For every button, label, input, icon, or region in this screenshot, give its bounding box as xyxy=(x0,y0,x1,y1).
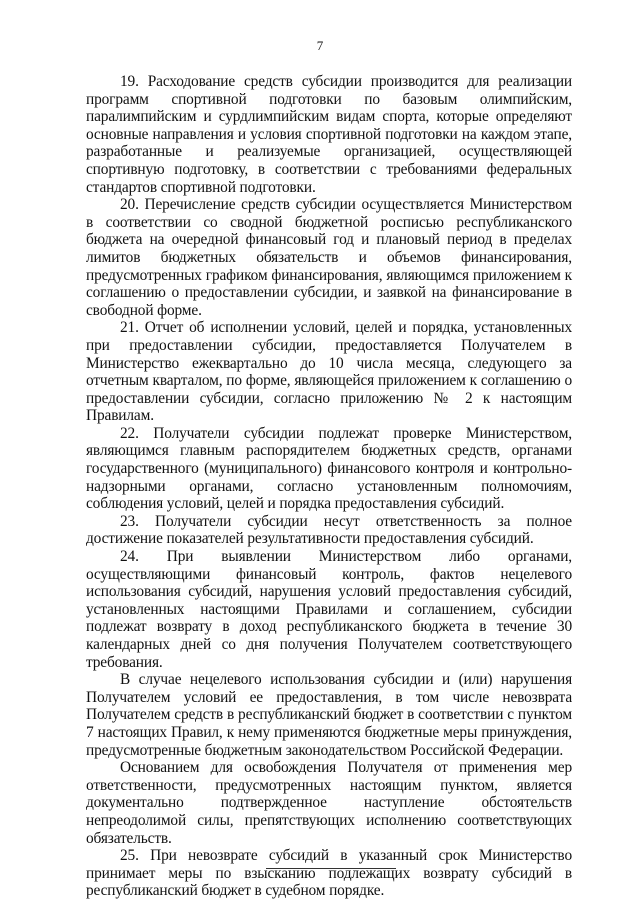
paragraph-24-violation: В случае нецелевого использования субсидии и (или) нарушения Получателем условий ее предоставления, в том числе невозврата Получателем средств в республиканский бюджет в соответствии с пунктом 7 настоящих Правил, к нему применяются бюджетные меры принуждения, предусмотренные бюджетным законодательством Российской Федерации. xyxy=(86,671,572,759)
paragraph-22: 22. Получатели субсидии подлежат проверке Министерством, являющимся главным распорядителем бюджетных средств, органами государственного (муниципального) финансового контроля и контрольно-надзорными органами, согласно установленным полномочиям, соблюдения условий, целей и порядка предоставления субсидий. xyxy=(86,424,572,513)
page-number: 7 xyxy=(316,38,324,53)
document-body xyxy=(86,73,572,900)
paragraph-25: 25. При невозврате субсидий в указанный срок Министерство принимает меры по взысканию подлежащих возврату субсидий в республиканский бюджет в судебном порядке. xyxy=(86,847,572,900)
paragraph-21: 21. Отчет об исполнении условий, целей и порядка, установленных при предоставлении субсидии, предоставляется Получателем в Министерство ежеквартально до 10 числа месяца, следующего за отчетным кварталом, по форме, являющейся приложением к соглашению о предоставлении субсидии, согласно приложению № 2 к настоящим Правилам. xyxy=(86,319,572,425)
paragraph-23: 23. Получатели субсидии несут ответственность за полное достижение показателей результативности предоставления субсидий. xyxy=(86,512,572,548)
footer-rule xyxy=(266,868,396,869)
paragraph-24: 24. При выявлении Министерством либо органами, осуществляющими финансовый контроль, фактов нецелевого использования субсидий, нарушения условий предоставления субсидий, установленных настоящими Правилами и соглашением, субсидии подлежат возврату в доход республиканского бюджета в течение 30 календарных дней со дня получения Получателем соответствующего требования. xyxy=(86,548,572,671)
paragraph-24-exemption: Основанием для освобождения Получателя от применения мер ответственности, предусмотренных настоящим пунктом, является документально подтвержденное наступление обстоятельств непреодолимой силы, препятствующих исполнению соответствующих обязательств. xyxy=(86,759,572,847)
paragraph-19: 19. Расходование средств субсидии производится для реализации программ спортивной подготовки по базовым олимпийским, паралимпийским и сурдлимпийским видам спорта, которые определяют основные направления и условия спортивной подготовки на каждом этапе, разработанные и реализуемые организацией, осуществляющей спортивную подготовку, в соответствии с требованиями федеральных стандартов спортивной подготовки. xyxy=(86,73,572,196)
paragraph-20: 20. Перечисление средств субсидии осуществляется Министерством в соответствии со сводной бюджетной росписью республиканского бюджета на очередной финансовый год и плановый период в пределах лимитов бюджетных обязательств и объемов финансирования, предусмотренных графиком финансирования, являющимся приложением к соглашению о предоставлении субсидии, и заявкой на финансирование в свободной форме. xyxy=(86,196,572,319)
